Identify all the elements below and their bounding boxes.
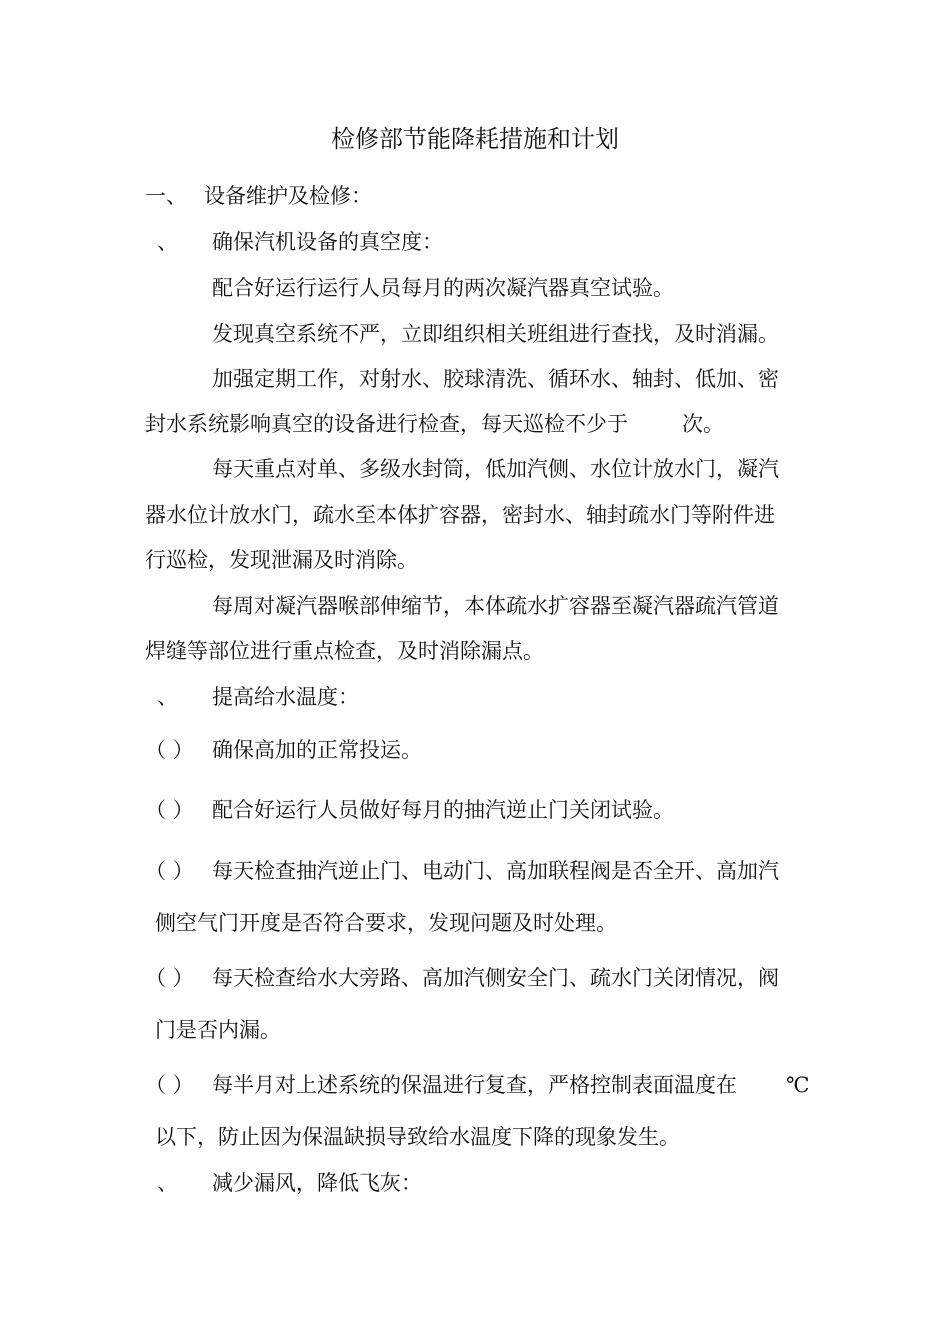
- item-1-para-4-line-3: 行巡检，发现泄漏及时消除。: [145, 548, 418, 572]
- item-1-para-3-line-2-end: 次。: [682, 412, 724, 436]
- item-3-marker: 、: [157, 1171, 178, 1195]
- item-2-sub-marker-3: （ ）: [145, 859, 194, 883]
- item-3-heading: 减少漏风，降低飞灰：: [212, 1171, 422, 1195]
- section-1-heading: 设备维护及检修：: [204, 184, 372, 208]
- item-2-sub-marker-4: （ ）: [145, 966, 194, 990]
- item-2-sub-1: 确保高加的正常投运。: [212, 738, 422, 762]
- item-1-para-5-line-1: 每周对凝汽器喉部伸缩节，本体疏水扩容器至凝汽器疏汽管道: [212, 594, 779, 618]
- section-1-marker: 一、: [145, 184, 187, 208]
- item-2-sub-3-line-1: 每天检查抽汽逆止门、电动门、高加联程阀是否全开、高加汽: [212, 859, 779, 883]
- item-1-para-4-line-1: 每天重点对单、多级水封筒，低加汽侧、水位计放水门，凝汽: [212, 457, 779, 481]
- item-1-marker: 、: [157, 230, 178, 254]
- item-1-para-3-line-1: 加强定期工作，对射水、胶球清洗、循环水、轴封、低加、密: [212, 367, 779, 391]
- item-2-sub-3-line-2: 侧空气门开度是否符合要求，发现问题及时处理。: [155, 911, 617, 935]
- item-1-para-1: 配合好运行运行人员每月的两次凝汽器真空试验。: [212, 276, 674, 300]
- item-2-sub-marker-2: （ ）: [145, 798, 194, 822]
- item-1-para-3-line-2: 封水系统影响真空的设备进行检查，每天巡检不少于: [145, 412, 628, 436]
- item-2-marker: 、: [157, 685, 178, 709]
- item-2-sub-4-line-1: 每天检查给水大旁路、高加汽侧安全门、疏水门关闭情况，阀: [212, 966, 779, 990]
- item-1-para-2: 发现真空系统不严，立即组织相关班组进行查找，及时消漏。: [212, 322, 779, 346]
- item-2-sub-marker-1: （ ）: [145, 738, 194, 762]
- item-2-sub-5-line-2: 以下，防止因为保温缺损导致给水温度下降的现象发生。: [155, 1125, 680, 1149]
- item-2-sub-5-unit: ℃: [786, 1073, 810, 1097]
- item-2-heading: 提高给水温度：: [212, 685, 359, 709]
- item-1-para-5-line-2: 焊缝等部位进行重点检查，及时消除漏点。: [145, 639, 544, 663]
- item-2-sub-4-line-2: 门是否内漏。: [155, 1018, 281, 1042]
- item-1-para-4-line-2: 器水位计放水门，疏水至本体扩容器，密封水、轴封疏水门等附件进: [145, 503, 775, 527]
- document-title: 检修部节能降耗措施和计划: [331, 125, 619, 153]
- item-2-sub-2: 配合好运行人员做好每月的抽汽逆止门关闭试验。: [212, 798, 674, 822]
- item-2-sub-5-line-1: 每半月对上述系统的保温进行复查，严格控制表面温度在: [212, 1073, 737, 1097]
- item-1-heading: 确保汽机设备的真空度：: [212, 230, 443, 254]
- item-2-sub-marker-5: （ ）: [145, 1073, 194, 1097]
